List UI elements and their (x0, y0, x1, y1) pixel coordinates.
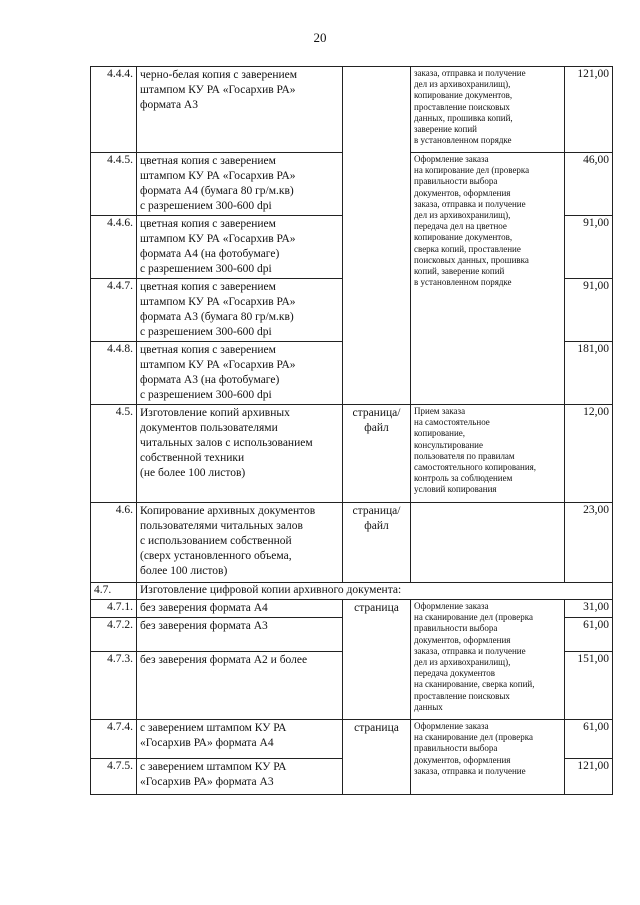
unit-cell (343, 67, 411, 405)
service-name: цветная копия с заверением штампом КУ РА «Госархив РА» формата А4 (бумага 80 гр/м.кв) с разрешением 300-600 dpi (137, 153, 343, 216)
price-value: 46,00 (565, 153, 613, 216)
price-value: 91,00 (565, 279, 613, 342)
row-number: 4.7.3. (91, 652, 137, 720)
service-name: Изготовление копий архивных документов пользователями читальных залов с использованием собственной техники (не более 100 листов) (137, 405, 343, 503)
row-number: 4.4.5. (91, 153, 137, 216)
work-description: заказа, отправка и получение дел из архивохранилищ), копирование документов, проставление поисковых данных, прошивка копий, заверение копий в установленном порядке (411, 67, 565, 153)
unit-cell: страница/ файл (343, 503, 411, 583)
table-row (91, 405, 613, 503)
service-name: черно-белая копия с заверением штампом КУ РА «Госархив РА» формата А3 (137, 67, 343, 153)
section-title: Изготовление цифровой копии архивного документа: (137, 583, 613, 600)
row-number: 4.4.6. (91, 216, 137, 279)
price-value: 23,00 (565, 503, 613, 583)
table-row (91, 67, 613, 153)
price-value: 181,00 (565, 342, 613, 405)
table-row (91, 600, 613, 618)
service-name: без заверения формата А3 (137, 618, 343, 652)
price-value: 61,00 (565, 720, 613, 759)
price-value: 61,00 (565, 618, 613, 652)
price-table (90, 66, 613, 795)
unit-cell: страница/ файл (343, 405, 411, 503)
price-value: 121,00 (565, 67, 613, 153)
work-description (411, 503, 565, 583)
table-row (91, 720, 613, 759)
unit-cell: страница (343, 600, 411, 720)
price-value: 31,00 (565, 600, 613, 618)
service-name: Копирование архивных документов пользователями читальных залов с использованием собственной (сверх установленного объема, более 100 листов) (137, 503, 343, 583)
work-description: Оформление заказа на сканирование дел (проверка правильности выбора документов, оформления заказа, отправка и получение (411, 720, 565, 795)
work-description: Оформление заказа на сканирование дел (проверка правильности выбора документов, оформления заказа, отправка и получение дел из архивохранилищ), передача документов на сканирование, сверка копий, проставление поисковых данных (411, 600, 565, 720)
service-name: цветная копия с заверением штампом КУ РА «Госархив РА» формата А4 (на фотобумаге) с разрешением 300-600 dpi (137, 216, 343, 279)
row-number: 4.4.8. (91, 342, 137, 405)
price-value: 91,00 (565, 216, 613, 279)
service-name: цветная копия с заверением штампом КУ РА «Госархив РА» формата А3 (бумага 80 гр/м.кв) с разрешением 300-600 dpi (137, 279, 343, 342)
row-number: 4.4.7. (91, 279, 137, 342)
row-number: 4.7.1. (91, 600, 137, 618)
page-number: 20 (313, 30, 327, 45)
section-row (91, 583, 613, 600)
work-description: Оформление заказа на копирование дел (проверка правильности выбора документов, оформления заказа, отправка и получение дел из архивохранилищ), передача дел на цветное копирование документов, сверка копий, проставление поисковых данных, прошивка копий, заверение копий в установленном порядке (411, 153, 565, 405)
service-name: с заверением штампом КУ РА «Госархив РА» формата А3 (137, 759, 343, 795)
unit-cell: страница (343, 720, 411, 795)
row-number: 4.7.4. (91, 720, 137, 759)
price-value: 12,00 (565, 405, 613, 503)
price-value: 151,00 (565, 652, 613, 720)
row-number: 4.5. (91, 405, 137, 503)
table-row (91, 503, 613, 583)
service-name: без заверения формата А2 и более (137, 652, 343, 720)
service-name: цветная копия с заверением штампом КУ РА «Госархив РА» формата А3 (на фотобумаге) с разрешением 300-600 dpi (137, 342, 343, 405)
work-description: Прием заказа на самостоятельное копирование, консультирование пользователя по правилам самостоятельного копирования, контроль за соблюдением условий копирования (411, 405, 565, 503)
service-name: с заверением штампом КУ РА «Госархив РА» формата А4 (137, 720, 343, 759)
row-number: 4.7.5. (91, 759, 137, 795)
row-number: 4.6. (91, 503, 137, 583)
row-number: 4.4.4. (91, 67, 137, 153)
service-name: без заверения формата А4 (137, 600, 343, 618)
row-number: 4.7. (91, 583, 137, 600)
row-number: 4.7.2. (91, 618, 137, 652)
price-value: 121,00 (565, 759, 613, 795)
